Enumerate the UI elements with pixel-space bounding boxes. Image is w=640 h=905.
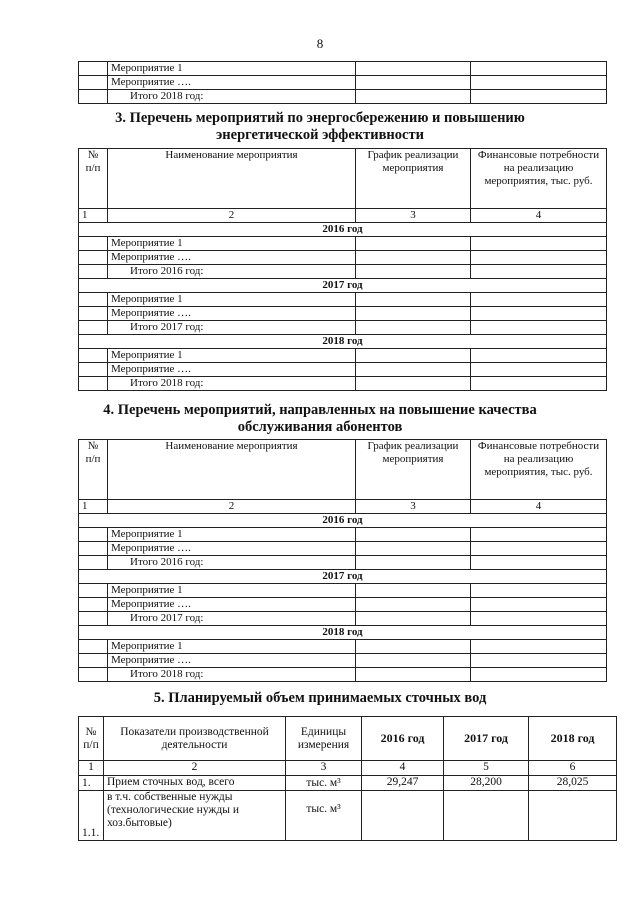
total-label: Итого 2017 год: — [108, 321, 356, 335]
column-number: 2 — [108, 500, 356, 514]
row-indicator: в т.ч. собственные нужды (технологические нужды и хоз.бытовые) — [104, 791, 286, 841]
header-name: Наименование мероприятия — [108, 149, 356, 209]
header-indicator: Показатели производственной деятельности — [104, 717, 286, 761]
event-name: Мероприятие 1 — [108, 293, 356, 307]
header-num: № п/п — [79, 440, 108, 500]
event-name: Мероприятие 1 — [108, 349, 356, 363]
year-heading: 2017 год — [79, 570, 607, 584]
wastewater-volume-table — [78, 716, 617, 841]
year-heading: 2018 год — [79, 626, 607, 640]
column-number: 1 — [79, 209, 108, 223]
column-number: 2 — [108, 209, 356, 223]
column-number: 4 — [362, 761, 444, 776]
header-num: № п/п — [79, 149, 108, 209]
column-number: 4 — [471, 500, 607, 514]
year-heading: 2016 год — [79, 223, 607, 237]
total-label: Итого 2018 год: — [108, 377, 356, 391]
year-heading: 2018 год — [79, 335, 607, 349]
row-num: 1. — [79, 776, 104, 791]
column-number: 4 — [471, 209, 607, 223]
column-number: 5 — [444, 761, 529, 776]
section4-title-line2: обслуживания абонентов — [237, 419, 403, 435]
energy-saving-table — [78, 148, 607, 391]
event-name: Мероприятие …. — [108, 598, 356, 612]
event-name: Мероприятие 1 — [108, 640, 356, 654]
continuation-table — [78, 61, 607, 104]
column-number: 6 — [529, 761, 617, 776]
column-number: 2 — [104, 761, 286, 776]
row-value-2016 — [362, 791, 444, 841]
section4-title-line1: 4. Перечень мероприятий, направленных на повышение качества — [103, 402, 537, 418]
header-name: Наименование мероприятия — [108, 440, 356, 500]
row-value-2017 — [444, 791, 529, 841]
row-value-2018: 28,025 — [529, 776, 617, 791]
total-label: Итого 2016 год: — [108, 556, 356, 570]
section5-title: 5. Планируемый объем принимаемых сточных вод — [153, 690, 487, 706]
event-name: Мероприятие 1 — [108, 584, 356, 598]
row-unit: тыс. м³ — [286, 791, 362, 841]
header-unit: Единицы измерения — [286, 717, 362, 761]
event-name: Мероприятие 1 — [108, 62, 356, 76]
event-name: Мероприятие …. — [108, 307, 356, 321]
total-label: Итого 2017 год: — [108, 612, 356, 626]
event-name: Мероприятие …. — [108, 251, 356, 265]
row-value-2018 — [529, 791, 617, 841]
header-year-2018: 2018 год — [529, 717, 617, 761]
row-num: 1.1. — [79, 791, 104, 841]
column-number: 1 — [79, 500, 108, 514]
column-number: 1 — [79, 761, 104, 776]
row-value-2017: 28,200 — [444, 776, 529, 791]
event-name: Мероприятие …. — [108, 542, 356, 556]
total-label: Итого 2016 год: — [108, 265, 356, 279]
page-number: 8 — [316, 36, 324, 51]
event-name: Мероприятие …. — [108, 363, 356, 377]
event-name: Мероприятие …. — [108, 654, 356, 668]
column-number: 3 — [356, 209, 471, 223]
year-heading: 2017 год — [79, 279, 607, 293]
header-schedule: График реализации мероприятия — [356, 149, 471, 209]
header-num: № п/п — [79, 717, 104, 761]
header-year-2016: 2016 год — [362, 717, 444, 761]
event-name: Мероприятие …. — [108, 76, 356, 90]
header-year-2017: 2017 год — [444, 717, 529, 761]
row-value-2016: 29,247 — [362, 776, 444, 791]
event-name: Мероприятие 1 — [108, 528, 356, 542]
total-label: Итого 2018 год: — [108, 668, 356, 682]
event-name: Мероприятие 1 — [108, 237, 356, 251]
section3-title-line2: энергетической эффективности — [216, 127, 424, 143]
total-label: Итого 2018 год: — [108, 90, 356, 104]
row-indicator: Прием сточных вод, всего — [104, 776, 286, 791]
header-finance: Финансовые потребности на реализацию мероприятия, тыс. руб. — [471, 149, 607, 209]
service-quality-table — [78, 439, 607, 682]
section3-title-line1: 3. Перечень мероприятий по энергосбережению и повышению — [115, 110, 525, 126]
column-number: 3 — [356, 500, 471, 514]
header-finance: Финансовые потребности на реализацию мероприятия, тыс. руб. — [471, 440, 607, 500]
row-unit: тыс. м³ — [286, 776, 362, 791]
header-schedule: График реализации мероприятия — [356, 440, 471, 500]
column-number: 3 — [286, 761, 362, 776]
year-heading: 2016 год — [79, 514, 607, 528]
